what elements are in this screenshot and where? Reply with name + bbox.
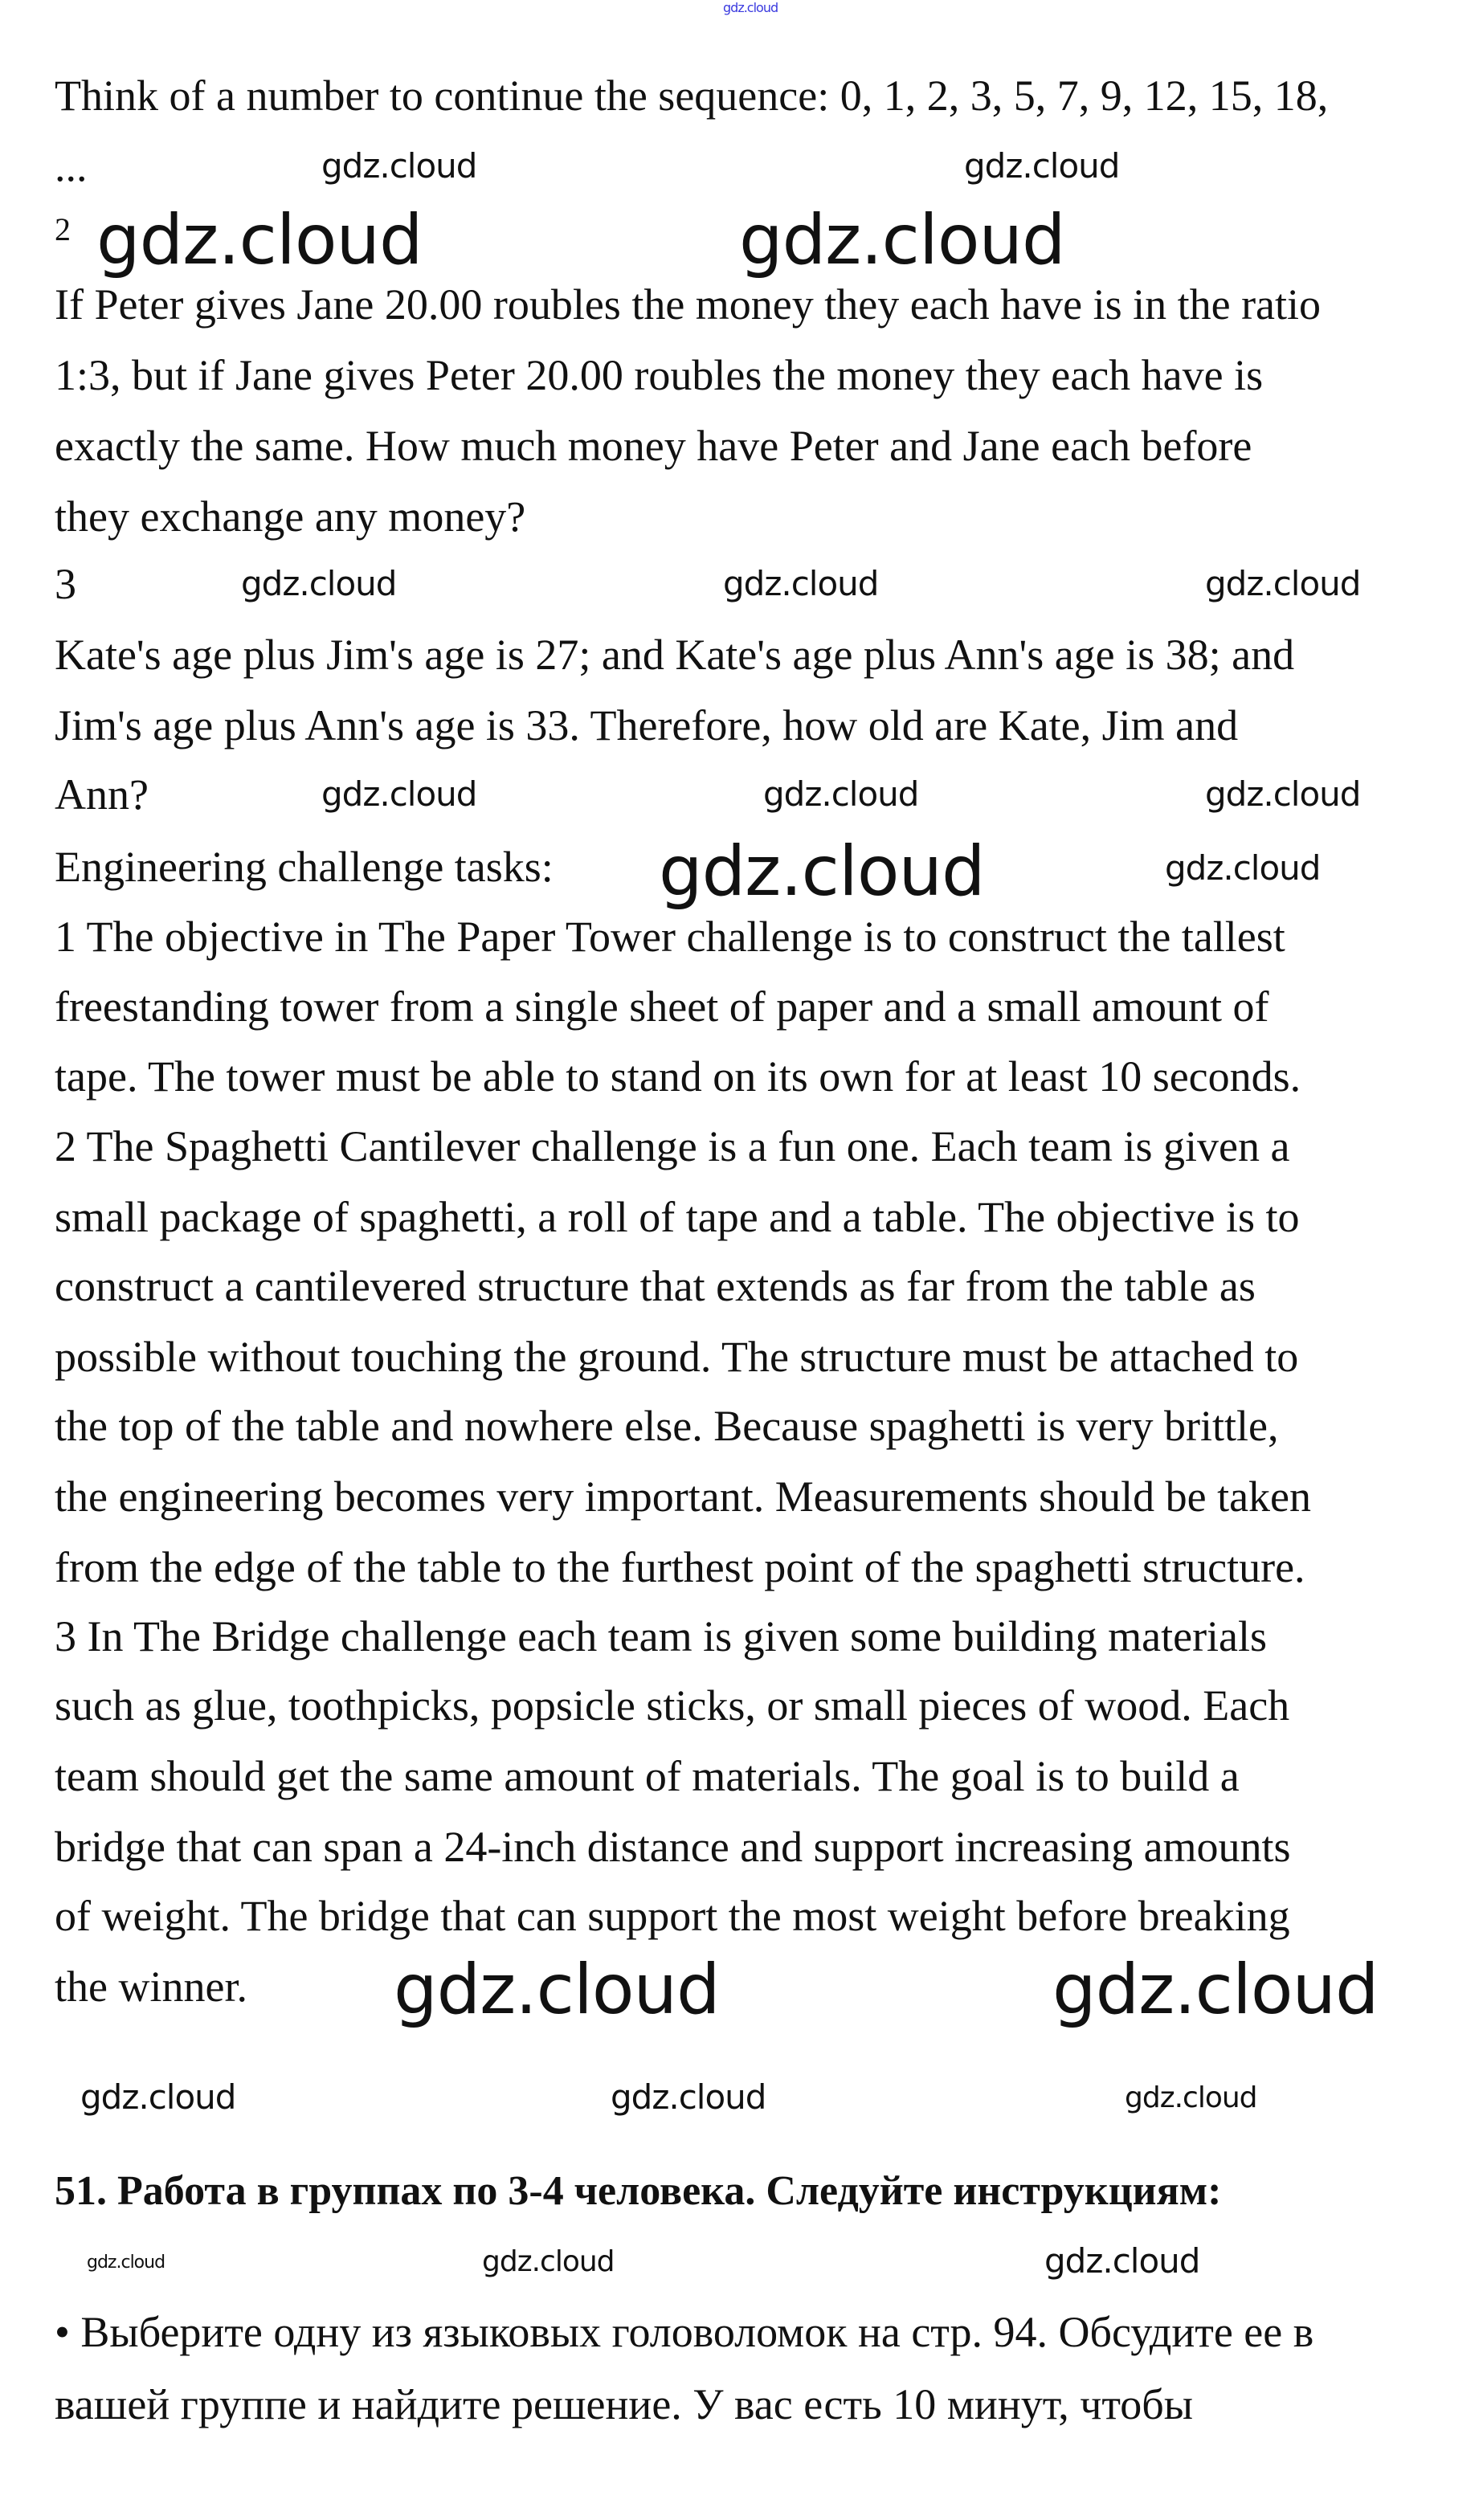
section-title: Engineering challenge tasks: xyxy=(55,843,554,891)
text-line: the top of the table and nowhere else. Because spaghetti is very brittle, xyxy=(55,1402,1279,1450)
watermark: gdz.cloud xyxy=(1044,2241,1200,2281)
watermark: gdz.cloud xyxy=(321,774,477,814)
watermark: gdz.cloud xyxy=(394,1950,720,2030)
watermark: gdz.cloud xyxy=(763,774,919,814)
watermark: gdz.cloud xyxy=(659,831,985,912)
watermark: gdz.cloud xyxy=(482,2245,615,2278)
watermark: gdz.cloud xyxy=(96,200,423,280)
text-line: from the edge of the table to the furthest point of the spaghetti structure. xyxy=(55,1543,1305,1591)
text-line: exactly the same. How much money have Peter and Jane each before xyxy=(55,422,1252,470)
text-line: 1:3, but if Jane gives Peter 20.00 roubles the money they each have is xyxy=(55,351,1264,399)
text-line: Jim's age plus Ann's age is 33. Therefore, how old are Kate, Jim and xyxy=(55,701,1239,749)
exercise-heading: 51. Работа в группах по 3-4 человека. Следуйте инструкциям: xyxy=(55,2168,1222,2214)
text-line: If Peter gives Jane 20.00 roubles the money they each have is in the ratio xyxy=(55,280,1322,329)
text-line: the engineering becomes very important. Measurements should be taken xyxy=(55,1472,1312,1521)
watermark: gdz.cloud xyxy=(80,2077,236,2117)
text-line: 1 The objective in The Paper Tower challenge is to construct the tallest xyxy=(55,913,1285,961)
watermark: gdz.cloud xyxy=(1205,774,1361,814)
text-line: team should get the same amount of materials. The goal is to build a xyxy=(55,1752,1240,1800)
text-line: tape. The tower must be able to stand on its own for at least 10 seconds. xyxy=(55,1052,1301,1101)
watermark: gdz.cloud xyxy=(1125,2081,1257,2114)
text-line: 3 In The Bridge challenge each team is given some building materials xyxy=(55,1612,1268,1660)
watermark: gdz.cloud xyxy=(964,146,1120,186)
text-line: construct a cantilevered structure that extends as far from the table as xyxy=(55,1262,1256,1310)
text-line: of weight. The bridge that can support the most weight before breaking xyxy=(55,1892,1290,1940)
question-number: 3 xyxy=(55,560,76,608)
ellipsis: ... xyxy=(55,142,88,190)
watermark: gdz.cloud xyxy=(241,564,397,603)
text-line: 2 The Spaghetti Cantilever challenge is a fun one. Each team is given a xyxy=(55,1122,1290,1170)
text-line: bridge that can span a 24-inch distance and support increasing amounts xyxy=(55,1823,1291,1871)
watermark: gdz.cloud xyxy=(739,200,1065,280)
text-line: small package of spaghetti, a roll of tape and a table. The objective is to xyxy=(55,1193,1300,1241)
watermark: gdz.cloud xyxy=(87,2252,165,2273)
text-line: Ann? xyxy=(55,770,149,819)
watermark: gdz.cloud xyxy=(1165,848,1321,888)
sequence-question: Think of a number to continue the sequence: 0, 1, 2, 3, 5, 7, 9, 12, 15, 18, xyxy=(55,71,1329,120)
watermark: gdz.cloud xyxy=(723,564,879,603)
text-line: possible without touching the ground. The structure must be attached to xyxy=(55,1333,1299,1381)
bullet-line: • Выберите одну из языковых головоломок на стр. 94. Обсудите ее в xyxy=(55,2308,1314,2356)
watermark: gdz.cloud xyxy=(611,2077,766,2117)
watermark: gdz.cloud xyxy=(1052,1950,1379,2030)
text-line: Kate's age plus Jim's age is 27; and Kate's age plus Ann's age is 38; and xyxy=(55,631,1295,679)
watermark: gdz.cloud xyxy=(321,146,477,186)
bullet-line: вашей группе и найдите решение. У вас есть 10 минут, чтобы xyxy=(55,2380,1194,2428)
watermark-top: gdz.cloud xyxy=(723,0,778,15)
text-line: such as glue, toothpicks, popsicle sticks, or small pieces of wood. Each xyxy=(55,1681,1290,1730)
question-number: 2 xyxy=(55,211,71,247)
text-line: the winner. xyxy=(55,1962,247,2011)
watermark: gdz.cloud xyxy=(1205,564,1361,603)
text-line: freestanding tower from a single sheet of paper and a small amount of xyxy=(55,982,1269,1031)
text-line: they exchange any money? xyxy=(55,492,526,541)
